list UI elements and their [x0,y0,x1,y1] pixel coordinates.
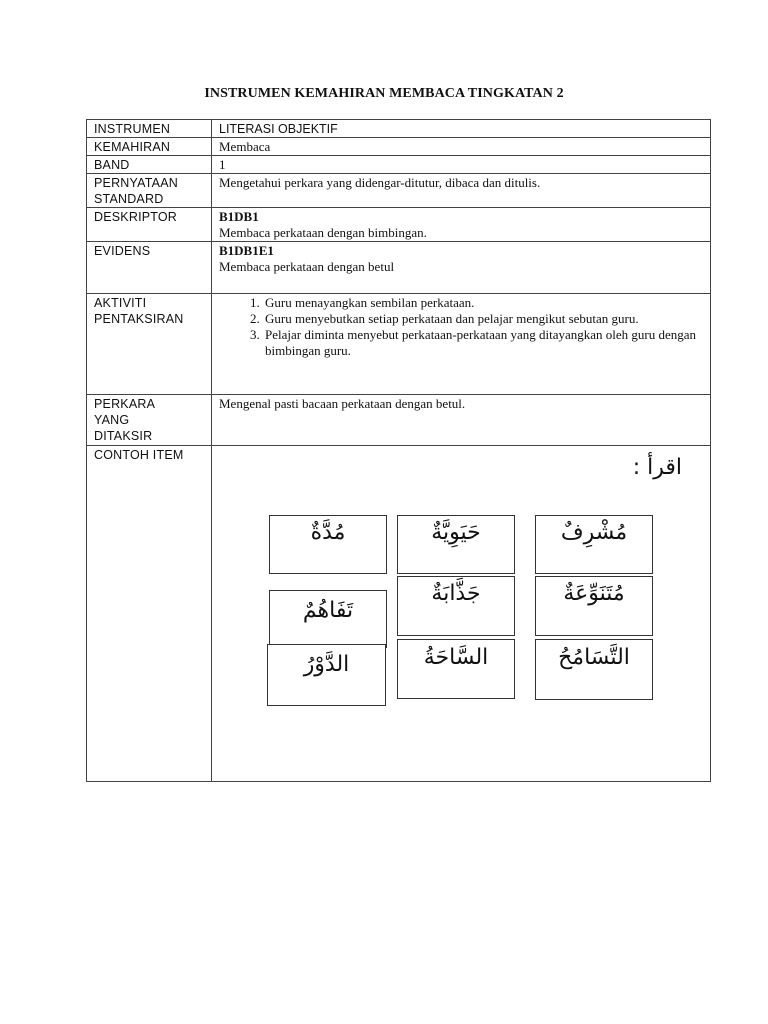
label-pernyataan-line2: STANDARD [94,192,164,206]
label-contoh: CONTOH ITEM [87,446,212,782]
label-perkara-line2: YANG [94,413,130,427]
row-evidens [87,242,711,294]
label-deskriptor: DESKRIPTOR [87,208,212,242]
evidens-text: Membaca perkataan dengan betul [219,259,395,274]
assessment-table [86,119,711,782]
value-deskriptor [212,208,711,242]
row-kemahiran [87,138,711,156]
row-pernyataan [87,174,711,208]
value-contoh [212,446,711,782]
word-box-mutanawwia: مُتَنَوِّعَةٌ [535,576,653,636]
label-pernyataan [87,174,212,208]
evidens-code: B1DB1E1 [219,243,274,258]
label-perkara-line3: DITAKSIR [94,429,153,443]
word-box-tafahum: تَفَاهُمٌ [269,590,387,648]
row-perkara [87,395,711,446]
value-kemahiran: Membaca [212,138,711,156]
aktiviti-item-1: 1. Guru menayangkan sembilan perkataan. [263,295,704,311]
value-aktiviti [212,294,711,395]
value-evidens [212,242,711,294]
label-pernyataan-line1: PERNYATAAN [94,176,178,190]
deskriptor-text: Membaca perkataan dengan bimbingan. [219,225,427,240]
instruction-iqra: اقرأ : [632,455,682,480]
aktiviti-item-3: 3. Pelajar diminta menyebut perkataan-perkataan yang ditayangkan oleh guru dengan bimbingan guru. [263,327,704,359]
label-evidens: EVIDENS [87,242,212,294]
label-kemahiran: KEMAHIRAN [87,138,212,156]
label-perkara [87,395,212,446]
word-box-mudda: مُدَّةٌ [269,515,387,574]
label-aktiviti-line2: PENTAKSIRAN [94,312,184,326]
word-box-attasamuh: التَّسَامُحُ [535,639,653,700]
value-band: 1 [212,156,711,174]
value-pernyataan: Mengetahui perkara yang didengar-ditutur, dibaca dan ditulis. [212,174,711,208]
value-instrumen: LITERASI OBJEKTIF [212,120,711,138]
word-box-jadhdhaba: جَذَّابَةٌ [397,576,515,636]
row-contoh [87,446,711,782]
label-perkara-line1: PERKARA [94,397,156,411]
row-instrumen [87,120,711,138]
document-title: INSTRUMEN KEMAHIRAN MEMBACA TINGKATAN 2 [204,86,564,101]
label-band: BAND [87,156,212,174]
label-aktiviti [87,294,212,395]
label-instrumen: INSTRUMEN [87,120,212,138]
word-box-hayawiyya: حَيَوِيَّةٌ [397,515,515,574]
value-perkara: Mengenal pasti bacaan perkataan dengan betul. [212,395,711,446]
aktiviti-item-2: 2. Guru menyebutkan setiap perkataan dan pelajar mengikut sebutan guru. [263,311,704,327]
word-box-addawr: الدَّوْرُ [267,644,386,706]
word-box-mushrif: مُشْرِفٌ [535,515,653,574]
row-aktiviti [87,294,711,395]
deskriptor-code: B1DB1 [219,209,259,224]
aktiviti-list [219,295,704,359]
label-aktiviti-line1: AKTIVITI [94,296,147,310]
row-deskriptor [87,208,711,242]
row-band [87,156,711,174]
word-box-assaha: السَّاحَةُ [397,639,515,699]
